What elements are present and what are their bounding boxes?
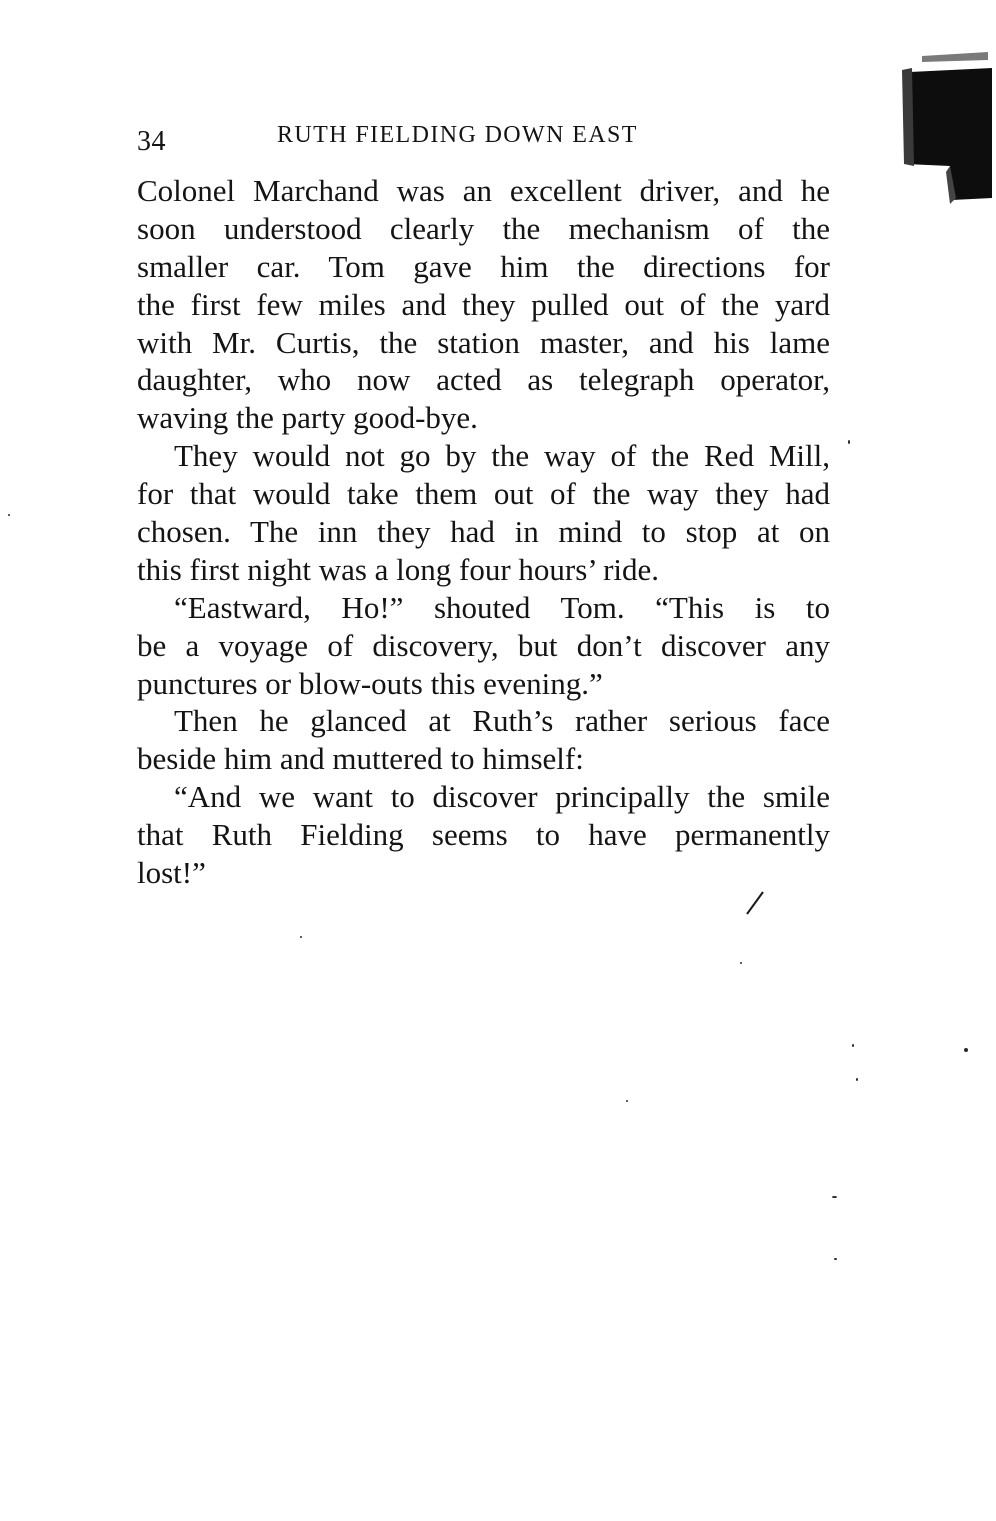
scan-speck [626,1100,628,1102]
scan-speck [300,936,302,938]
text-line: lost!” [137,855,206,891]
text-line: “Eastward, Ho!” shouted Tom. “This is to [174,589,830,625]
body-text [137,172,830,892]
scan-speck [848,440,850,444]
text-line: with Mr. Curtis, the station master, and his lame [137,324,830,360]
running-title: RUTH FIELDING DOWN EAST [277,122,638,148]
text-line: soon understood clearly the mechanism of the [137,210,830,246]
text-line: waving the party good-bye. [137,400,478,436]
text-line: be a voyage of discovery, but don’t discover any [137,627,830,663]
scan-speck [964,1048,968,1052]
text-line: punctures or blow-outs this evening.” [137,665,603,701]
scan-artifact [892,48,996,208]
text-line: “And we want to discover principally the smile [174,779,830,815]
scan-speck [856,1078,858,1081]
text-line: beside him and muttered to himself: [137,741,584,777]
text-line: They would not go by the way of the Red Mill, [174,438,830,474]
text-line: the first few miles and they pulled out of the yard [137,286,830,322]
running-head [137,120,830,156]
scan-speck [740,962,742,964]
text-line: daughter, who now acted as telegraph operator, [137,362,830,398]
text-line: for that would take them out of the way they had [137,476,830,512]
pencil-stroke [744,890,766,916]
scan-speck [8,514,10,516]
scan-speck [834,1258,837,1260]
text-line: that Ruth Fielding seems to have permanently [137,817,830,853]
scan-speck [832,1196,837,1198]
text-line: smaller car. Tom gave him the directions for [137,248,830,284]
text-line: Then he glanced at Ruth’s rather serious face [174,703,830,739]
scan-speck [852,1044,854,1047]
text-line: Colonel Marchand was an excellent driver, and he [137,173,830,208]
text-line: chosen. The inn they had in mind to stop at on [137,514,830,550]
text-line: this first night was a long four hours’ ride. [137,551,660,587]
page-number: 34 [137,126,166,157]
